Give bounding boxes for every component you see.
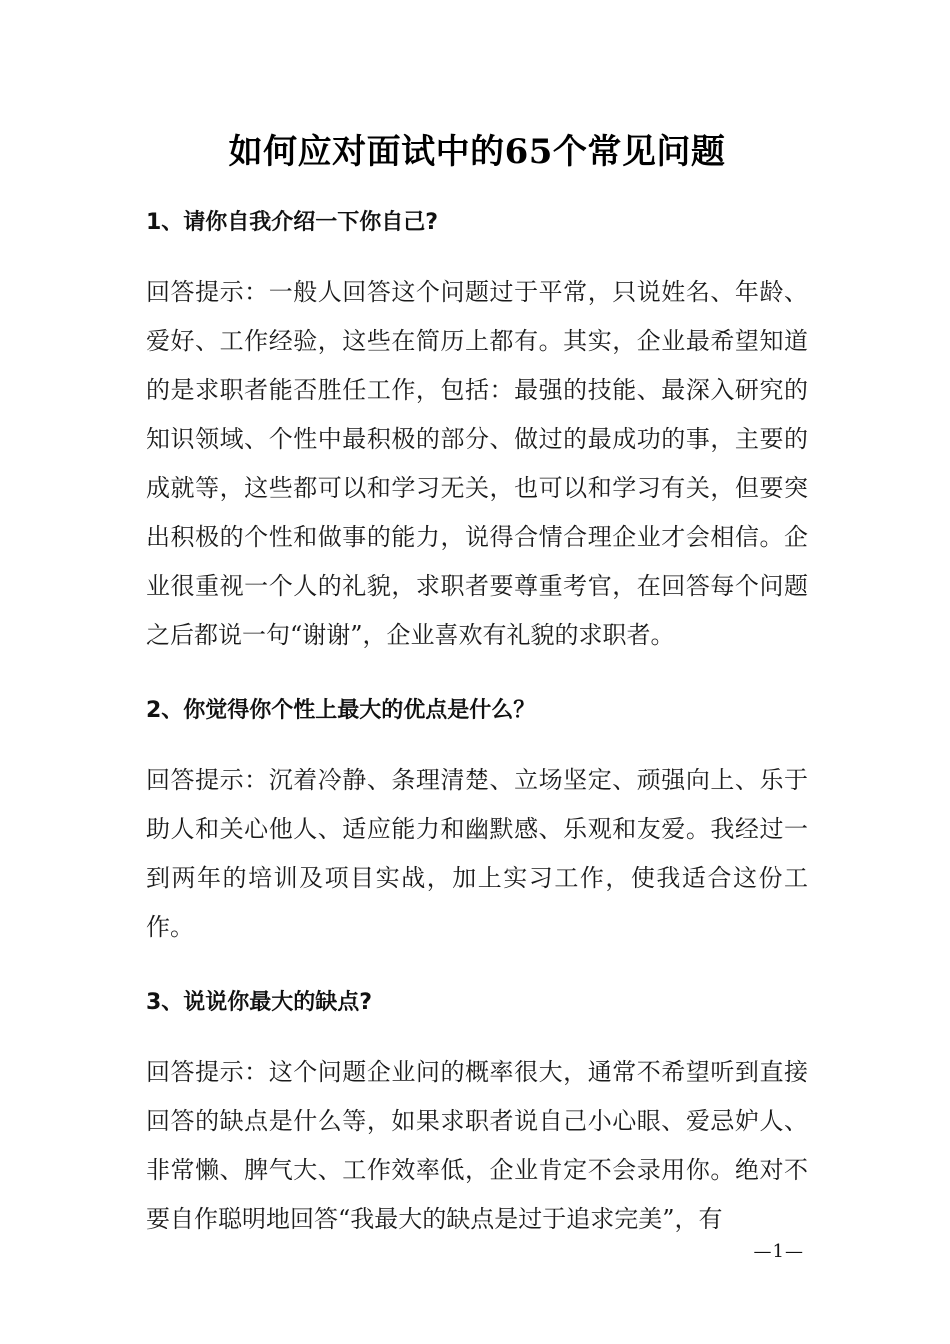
answer-paragraph-3: 回答提示：这个问题企业问的概率很大，通常不希望听到直接回答的缺点是什么等，如果求职者说自己小心眼、爱忌妒人、非常懒、脾气大、工作效率低，企业肯定不会录用你。绝对不要自作聪明地回答“我最大的缺点是过于追求完美”，有 bbox=[146, 1058, 808, 1233]
page-number: —1— bbox=[753, 1241, 804, 1262]
question-heading-2: 2、你觉得你个性上最大的优点是什么？ bbox=[146, 698, 536, 723]
question-heading-3: 3、说说你最大的缺点? bbox=[146, 990, 373, 1015]
question-heading-1: 1、请你自我介绍一下你自己? bbox=[146, 210, 439, 235]
document-title: 如何应对面试中的65个常见问题 bbox=[228, 132, 726, 172]
answer-paragraph-1: 回答提示：一般人回答这个问题过于平常，只说姓名、年龄、爱好、工作经验，这些在简历上都有。其实，企业最希望知道的是求职者能否胜任工作，包括：最强的技能、最深入研究的知识领域、个性中最积极的部分、做过的最成功的事，主要的成就等，这些都可以和学习无关，也可以和学习有关，但要突出积极的个性和做事的能力，说得合情合理企业才会相信。企业很重视一个人的礼貌，求职者要尊重考官，在回答每个问题之后都说一句“谢谢”，企业喜欢有礼貌的求职者。 bbox=[146, 278, 808, 649]
answer-paragraph-2: 回答提示：沉着冷静、条理清楚、立场坚定、顽强向上、乐于助人和关心他人、适应能力和幽默感、乐观和友爱。我经过一到两年的培训及项目实战，加上实习工作，使我适合这份工作。 bbox=[146, 766, 808, 941]
document-body bbox=[146, 128, 808, 1244]
